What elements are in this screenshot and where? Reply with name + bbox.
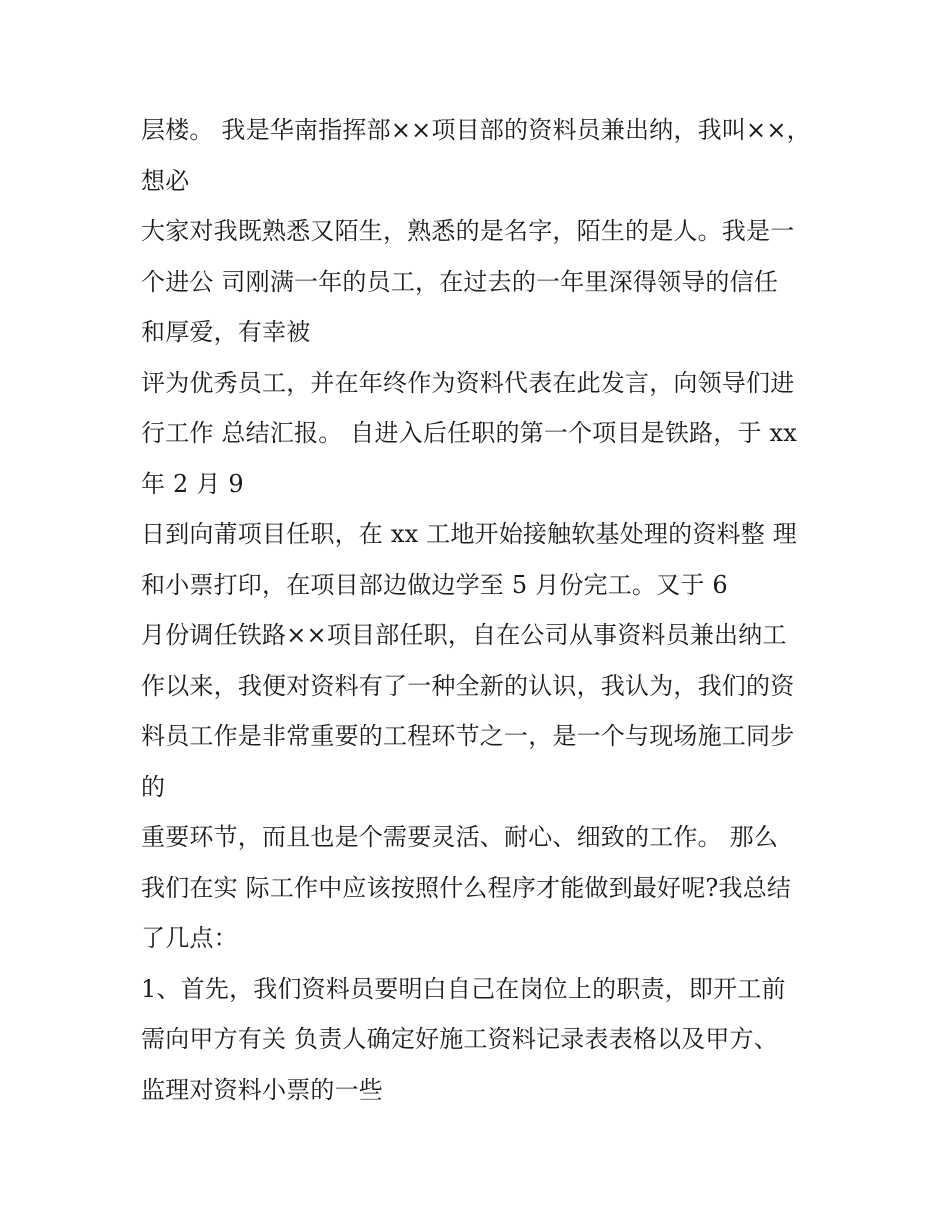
text-line: 评为优秀员工，并在年终作为资料代表在此发言，向领导们进 [141,368,795,397]
text-line: 我们在实 际工作中应该按照什么程序才能做到最好呢?我总结 [141,873,792,902]
text-line: 和厚爱，有幸被 [141,318,311,346]
text-line: 大家对我既熟悉又陌生，熟悉的是名字，陌生的是人。我是一 [141,217,795,245]
text-line: 和小票打印，在项目部边做边学至 5 月份完工。又于 6 [141,570,728,599]
text-line: 月份调任铁路××项目部任职，自在公司从事资料员兼出纳工 [141,621,787,649]
text-line: 监理对资料小票的一些 [141,1075,383,1104]
document-text-body [141,105,821,1115]
text-line: 年 2 月 9 [141,469,244,498]
text-line: 层楼。 我是华南指挥部××项目部的资料员兼出纳，我叫××， [141,116,811,144]
text-line: 的 [141,772,166,801]
text-line: 料员工作是非常重要的工程环节之一，是一个与现场施工同步 [141,722,795,750]
text-line: 了几点： [141,924,238,952]
text-line: 行工作 总结汇报。 自进入后任职的第一个项目是铁路，于 xx [141,419,797,447]
text-line: 需向甲方有关 负责人确定好施工资料记录表表格以及甲方、 [141,1025,779,1053]
text-line: 个进公 司刚满一年的员工，在过去的一年里深得领导的信任 [141,267,779,296]
text-line: 想必 [141,166,190,195]
text-line: 作以来，我便对资料有了一种全新的认识，我认为，我们的资 [141,671,795,700]
text-line: 重要环节，而且也是个需要灵活、耐心、细致的工作。 那么 [141,823,779,851]
text-line: 日到向莆项目任职，在 xx 工地开始接触软基处理的资料整 理 [141,520,797,548]
text-line: 1、首先，我们资料员要明白自己在岗位上的职责，即开工前 [141,974,786,1003]
